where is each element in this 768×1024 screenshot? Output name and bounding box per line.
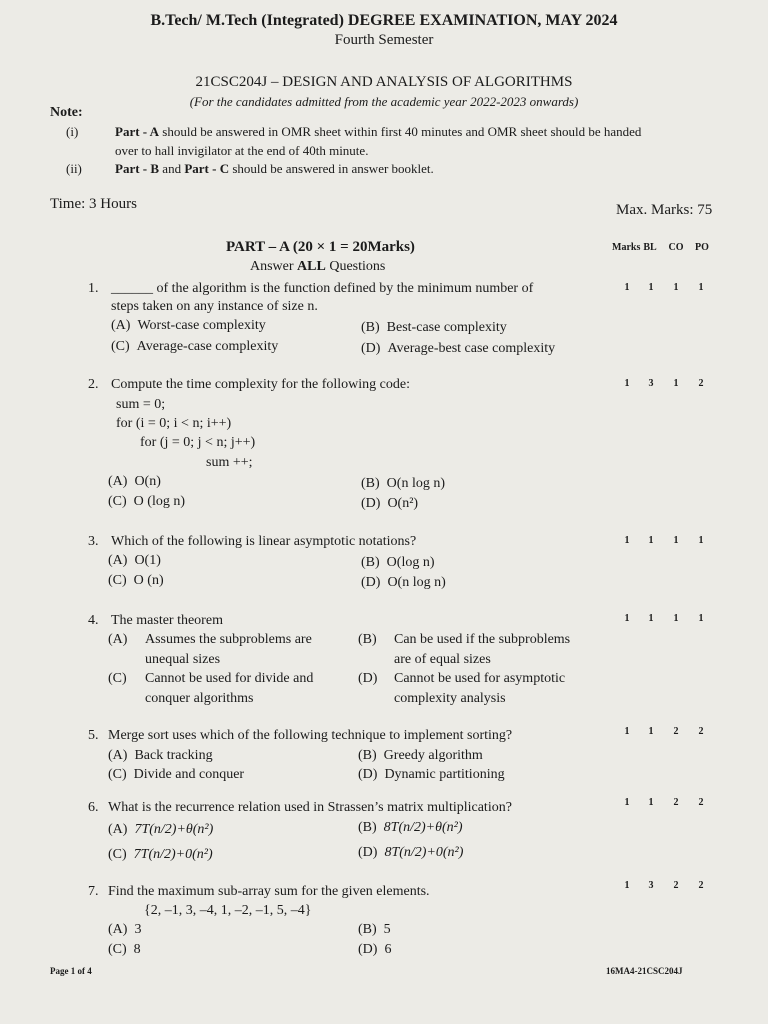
note-1-text-line2: over to hall invigilator at the end of 40th minute. xyxy=(115,143,369,158)
page-number: Page 1 of 4 xyxy=(50,966,92,976)
question-number: 2. xyxy=(88,377,99,392)
note-2-number: (ii) xyxy=(66,161,82,176)
exam-title: B.Tech/ M.Tech (Integrated) DEGREE EXAMINATION, MAY 2024 xyxy=(150,12,618,29)
question-text: The master theorem xyxy=(111,613,223,628)
option-a-line2: unequal sizes xyxy=(145,652,221,667)
option-c: (C) O (log n) xyxy=(108,494,185,509)
question-marks: 1 1 1 1 xyxy=(624,535,704,546)
option-c: Cannot be used for divide and xyxy=(145,671,314,686)
col-header-co: CO xyxy=(668,242,684,253)
option-a: Assumes the subproblems are xyxy=(145,632,312,647)
option-d-label: (D) xyxy=(358,671,378,686)
question-text-line2: {2, –1, 3, –4, 1, –2, –1, 5, –4} xyxy=(144,903,312,918)
option-b-label: (B) xyxy=(358,632,377,647)
question-number: 4. xyxy=(88,613,99,628)
question-marks: 1 3 1 2 xyxy=(624,378,704,389)
code-line: for (j = 0; j < n; j++) xyxy=(140,435,256,450)
option-b: (B) Greedy algorithm xyxy=(358,748,483,763)
option-b: (B) 5 xyxy=(358,922,391,937)
code-line: sum = 0; xyxy=(116,397,166,412)
option-c: (C) 8 xyxy=(108,942,141,957)
semester: Fourth Semester xyxy=(334,32,434,48)
option-a: (A) O(1) xyxy=(108,553,161,568)
admitted-note: (For the candidates admitted from the academic year 2022-2023 onwards) xyxy=(189,94,579,109)
col-header-marks: Marks xyxy=(612,242,641,253)
code-line: for (i = 0; i < n; i++) xyxy=(116,416,232,431)
option-d: Cannot be used for asymptotic xyxy=(394,671,566,686)
question-text-line2: steps taken on any instance of size n. xyxy=(111,299,318,314)
option-b: (B) O(n log n) xyxy=(361,476,445,491)
option-d: (D) 6 xyxy=(358,942,392,957)
question-marks: 1 1 2 2 xyxy=(624,726,704,737)
marks-column-headers xyxy=(612,242,722,254)
option-d-line2: complexity analysis xyxy=(394,691,506,706)
question-text: Find the maximum sub-array sum for the given elements. xyxy=(108,884,430,899)
paper-code: 16MA4-21CSC204J xyxy=(606,966,683,976)
exam-time: Time: 3 Hours xyxy=(50,196,137,212)
option-d: (D) 8T(n/2)+0(n²) xyxy=(358,845,464,860)
option-a: (A) 3 xyxy=(108,922,142,937)
option-c: (C) Average-case complexity xyxy=(111,339,279,354)
code-line: sum ++; xyxy=(206,455,253,470)
question-number: 5. xyxy=(88,728,99,743)
question-number: 3. xyxy=(88,534,99,549)
option-c: (C) Divide and conquer xyxy=(108,767,245,782)
option-a: (A) Back tracking xyxy=(108,748,213,763)
question-number: 1. xyxy=(88,281,99,296)
option-a: (A) O(n) xyxy=(108,474,161,489)
max-marks: Max. Marks: 75 xyxy=(616,202,713,218)
question-marks: 1 1 2 2 xyxy=(624,797,704,808)
option-d: (D) Dynamic partitioning xyxy=(358,767,505,782)
option-a: (A) Worst-case complexity xyxy=(111,318,266,333)
option-c: (C) 7T(n/2)+0(n²) xyxy=(108,847,213,862)
question-text: Compute the time complexity for the following code: xyxy=(111,377,410,392)
option-b-line2: are of equal sizes xyxy=(394,652,491,667)
question-text: ______ of the algorithm is the function defined by the minimum number of xyxy=(111,281,534,296)
col-header-bl: BL xyxy=(643,242,657,253)
question-number: 7. xyxy=(88,884,99,899)
question-marks: 1 1 1 1 xyxy=(624,282,704,293)
option-d: (D) O(n log n) xyxy=(361,575,446,590)
option-d: (D) O(n²) xyxy=(361,496,419,511)
question-text: Merge sort uses which of the following technique to implement sorting? xyxy=(108,728,513,743)
course-title: 21CSC204J – DESIGN AND ANALYSIS OF ALGORITHMS xyxy=(195,74,573,90)
part-a-title: PART – A (20 × 1 = 20Marks) xyxy=(226,239,415,255)
note-2-text: Part - B and Part - C should be answered in answer booklet. xyxy=(115,161,434,176)
option-c-line2: conquer algorithms xyxy=(145,691,254,706)
option-c-label: (C) xyxy=(108,671,127,686)
option-b: (B) 8T(n/2)+θ(n²) xyxy=(358,820,463,835)
question-number: 6. xyxy=(88,800,99,815)
question-text: What is the recurrence relation used in Strassen’s matrix multiplication? xyxy=(108,800,512,815)
option-d: (D) Average-best case complexity xyxy=(361,341,556,356)
col-header-po: PO xyxy=(695,242,709,253)
part-a-instruction: Answer ALL Questions xyxy=(250,259,386,274)
note-label: Note: xyxy=(50,105,83,120)
option-c: (C) O (n) xyxy=(108,573,164,588)
note-1-text: Part - A should be answered in OMR sheet within first 40 minutes and OMR sheet should be handed xyxy=(115,124,642,139)
question-marks: 1 3 2 2 xyxy=(624,880,704,891)
option-b: (B) Best-case complexity xyxy=(361,320,507,335)
option-b: (B) O(log n) xyxy=(361,555,435,570)
option-a: (A) 7T(n/2)+θ(n²) xyxy=(108,822,214,837)
question-marks: 1 1 1 1 xyxy=(624,613,704,624)
option-a-label: (A) xyxy=(108,632,128,647)
option-b: Can be used if the subproblems xyxy=(394,632,571,647)
note-1-number: (i) xyxy=(66,124,79,139)
question-text: Which of the following is linear asymptotic notations? xyxy=(111,534,417,549)
